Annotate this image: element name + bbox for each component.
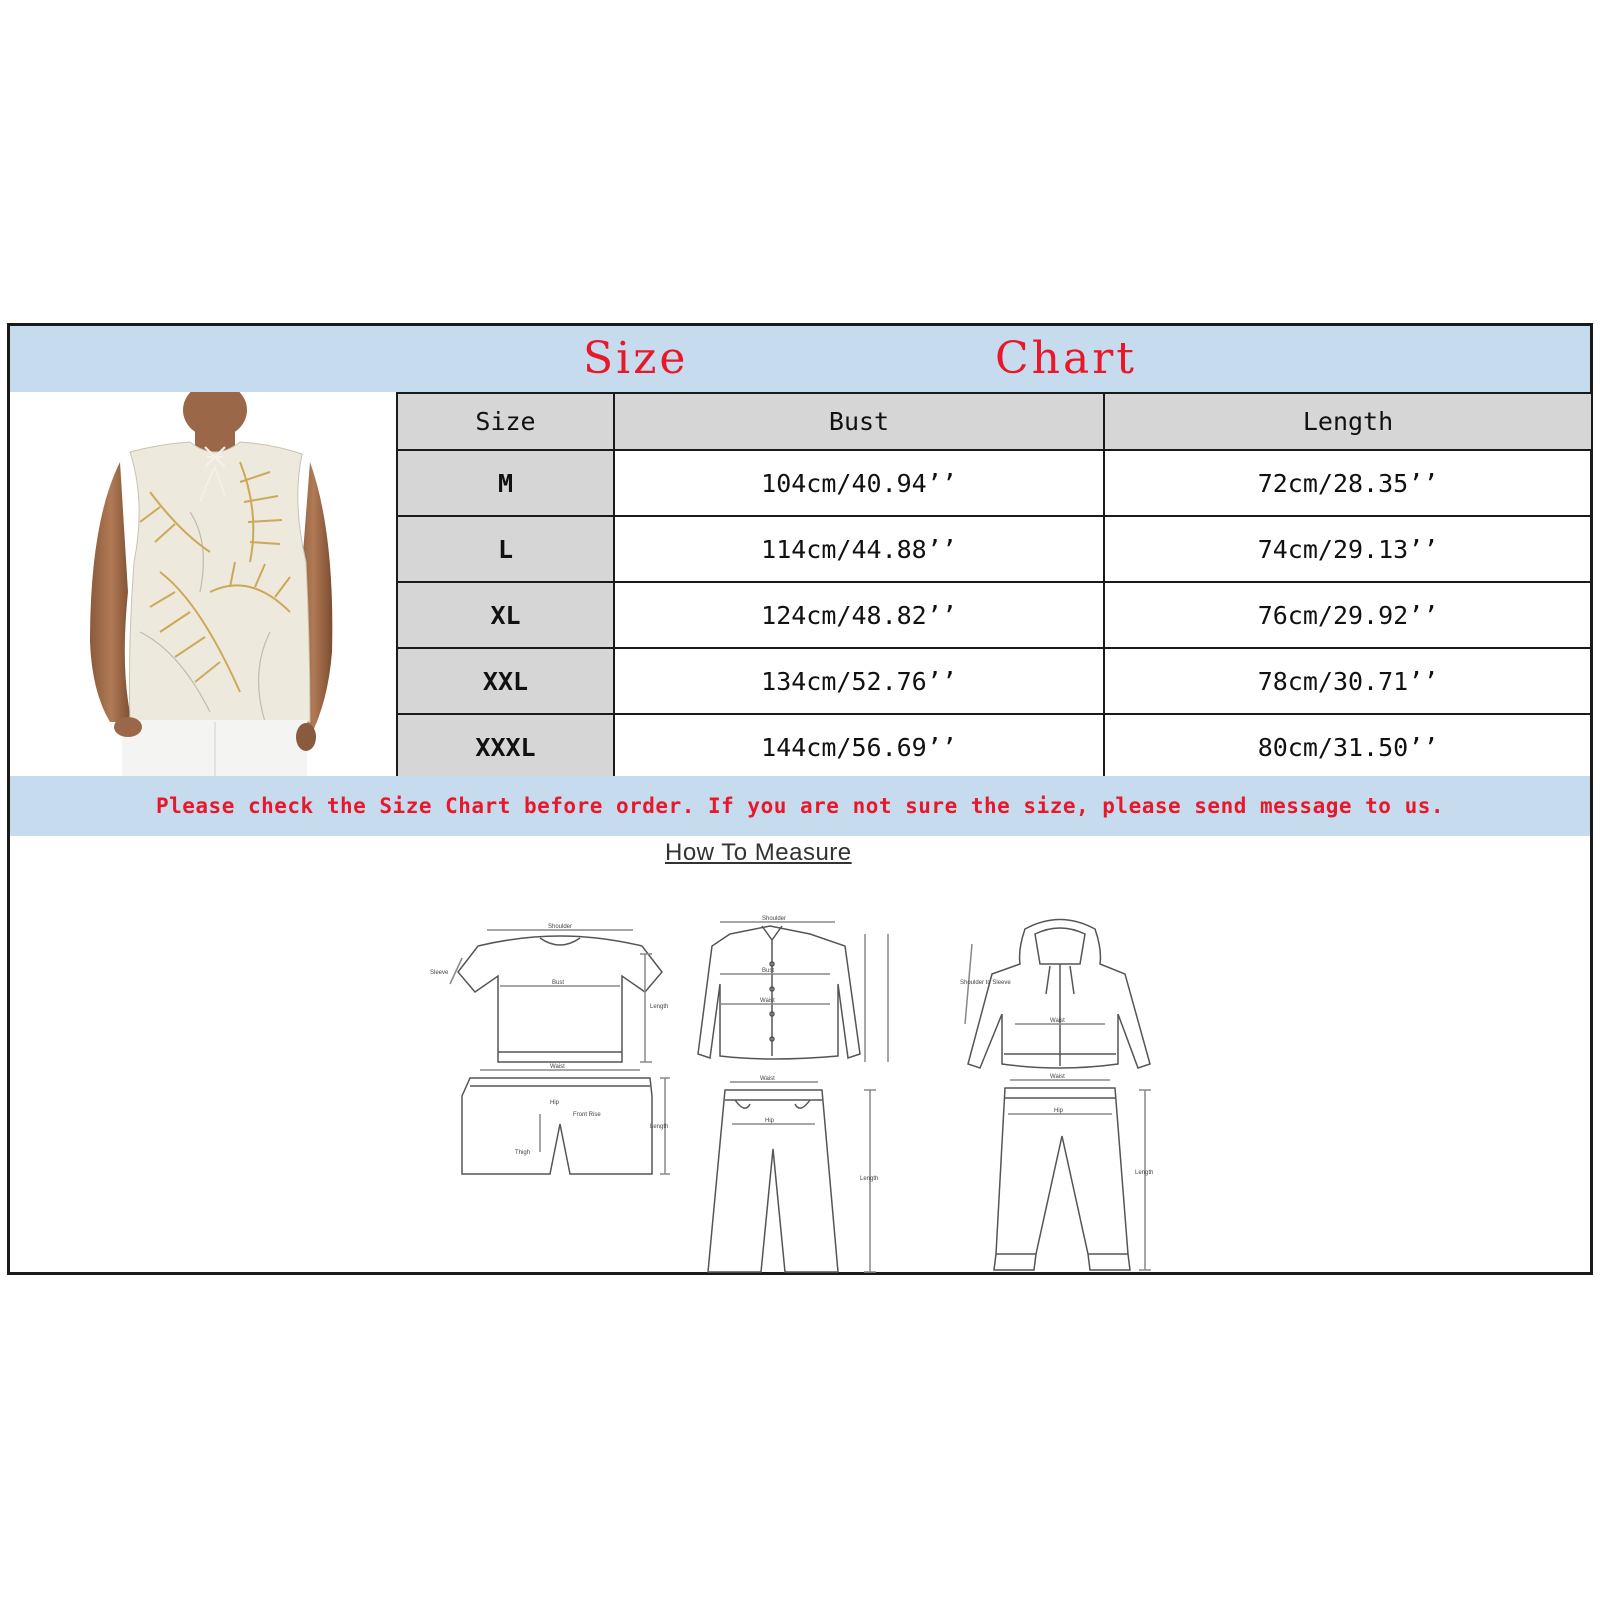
table-row <box>397 714 1592 780</box>
table-row <box>397 450 1592 516</box>
size-cell: XL <box>397 582 614 648</box>
garment-measure-illustration <box>390 874 1230 1278</box>
size-chart-frame <box>7 323 1593 1275</box>
size-table <box>396 392 1593 781</box>
bust-cell: 124cm/48.82’’ <box>614 582 1104 648</box>
shirt-diagram <box>698 922 888 1062</box>
table-row <box>397 516 1592 582</box>
header-length: Length <box>1104 393 1592 450</box>
shorts-diagram <box>462 1070 670 1174</box>
label-bust-shirt: Bust <box>762 968 775 974</box>
bust-cell: 104cm/40.94’’ <box>614 450 1104 516</box>
length-cell: 74cm/29.13’’ <box>1104 516 1592 582</box>
title-word-size: Size <box>583 333 689 384</box>
label-bust: Bust <box>552 980 565 986</box>
size-cell: L <box>397 516 614 582</box>
label-length-joggers: Length <box>1135 1170 1154 1176</box>
label-waist-pants: Waist <box>760 1076 775 1082</box>
size-cell: XXL <box>397 648 614 714</box>
label-hip-shorts: Hip <box>550 1100 560 1106</box>
label-shoulder-shirt: Shoulder <box>762 916 787 922</box>
length-cell: 78cm/30.71’’ <box>1104 648 1592 714</box>
label-waist-joggers: Waist <box>1050 1074 1065 1080</box>
tshirt-diagram <box>450 930 662 1062</box>
label-length-shorts: Length <box>650 1124 669 1130</box>
length-cell: 72cm/28.35’’ <box>1104 450 1592 516</box>
product-photo <box>10 392 396 776</box>
header-size: Size <box>397 393 614 450</box>
title-band <box>10 326 1590 392</box>
how-to-measure-title: How To Measure <box>665 839 852 866</box>
how-to-measure-diagram <box>390 874 1230 1278</box>
hoodie-diagram <box>965 920 1150 1069</box>
bust-cell: 134cm/52.76’’ <box>614 648 1104 714</box>
size-cell: XXXL <box>397 714 614 780</box>
label-sleeve: Sleeve <box>430 970 449 976</box>
length-cell: 76cm/29.92’’ <box>1104 582 1592 648</box>
label-hip-pants: Hip <box>765 1118 775 1124</box>
table-row <box>397 582 1592 648</box>
label-waist-shorts: Waist <box>550 1064 565 1070</box>
measure-labels <box>430 916 1153 1182</box>
table-header-row <box>397 393 1592 450</box>
length-cell: 80cm/31.50’’ <box>1104 714 1592 780</box>
notice-band <box>10 776 1590 836</box>
bust-cell: 144cm/56.69’’ <box>614 714 1104 780</box>
label-thigh: Thigh <box>515 1150 531 1156</box>
label-length-tshirt: Length <box>650 1004 669 1010</box>
label-front-rise: Front Rise <box>573 1112 601 1118</box>
tank-top-model-image <box>10 392 396 776</box>
header-bust: Bust <box>614 393 1104 450</box>
size-cell: M <box>397 450 614 516</box>
label-waist-shirt: Waist <box>760 998 775 1004</box>
size-notice: Please check the Size Chart before order. If you are not sure the size, please send message to us. <box>155 794 1445 818</box>
label-shoulder-to-sleeve: Shoulder to Sleeve <box>960 980 1011 986</box>
pants-diagram <box>708 1082 879 1272</box>
label-waist-hoodie: Waist <box>1050 1018 1065 1024</box>
title-word-chart: Chart <box>995 333 1137 384</box>
table-row <box>397 648 1592 714</box>
joggers-diagram <box>994 1080 1154 1270</box>
bust-cell: 114cm/44.88’’ <box>614 516 1104 582</box>
label-shoulder: Shoulder <box>548 924 573 930</box>
label-length-pants: Length <box>860 1176 879 1182</box>
label-hip-joggers: Hip <box>1054 1108 1064 1114</box>
